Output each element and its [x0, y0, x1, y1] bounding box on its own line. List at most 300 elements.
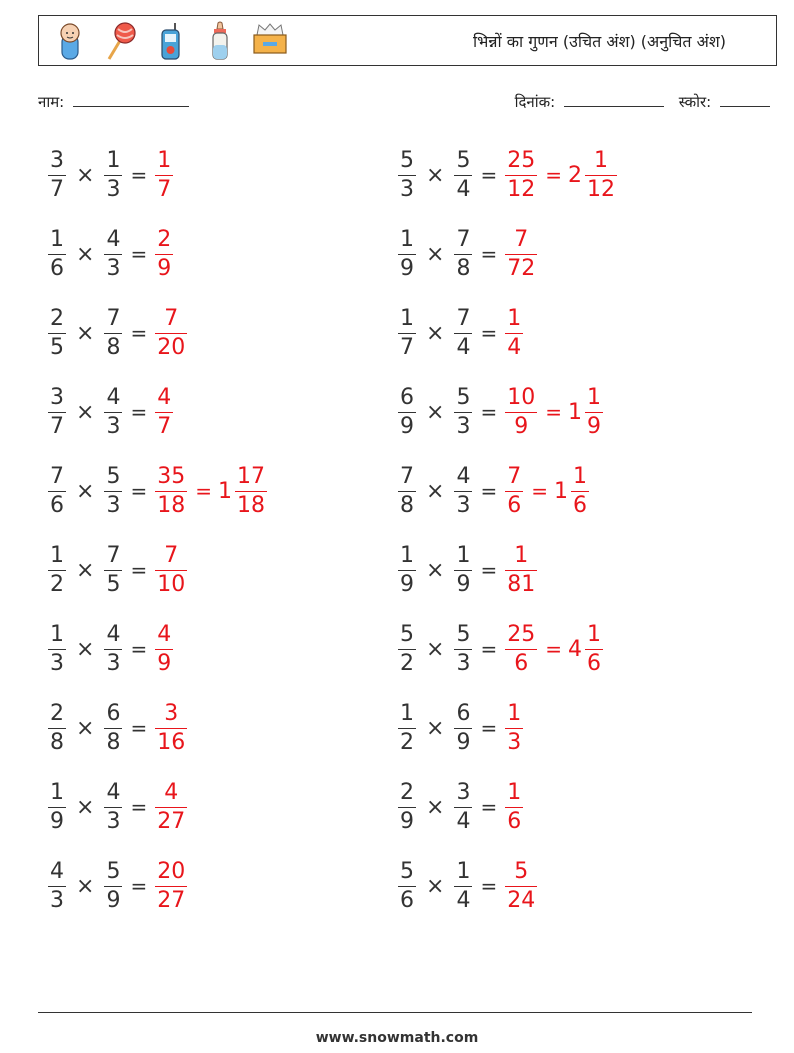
problem-item — [396, 222, 539, 286]
fraction-b — [454, 226, 472, 281]
fraction-b — [454, 621, 472, 676]
equals-sign: = — [130, 558, 148, 582]
name-blank[interactable] — [73, 92, 189, 107]
denominator: 8 — [106, 729, 121, 755]
fraction-b — [454, 463, 472, 518]
numerator: 1 — [400, 542, 414, 568]
equals-sign: = — [130, 321, 148, 345]
numerator: 4 — [456, 463, 471, 489]
answer-fraction — [505, 858, 537, 913]
times-sign: × — [76, 557, 95, 583]
problem-item — [396, 538, 539, 602]
times-sign: × — [426, 478, 445, 504]
denominator: 6 — [507, 492, 522, 518]
fraction-a — [48, 542, 66, 597]
denominator: 10 — [157, 571, 186, 597]
denominator: 9 — [157, 255, 172, 281]
answer-fraction — [505, 147, 537, 202]
numerator: 5 — [106, 858, 121, 884]
numerator: 1 — [507, 305, 522, 331]
equals-sign: = — [480, 795, 498, 819]
answer — [153, 147, 175, 202]
answer — [503, 147, 619, 202]
times-sign: × — [76, 241, 95, 267]
numerator: 1 — [456, 542, 471, 568]
denominator: 7 — [157, 413, 172, 439]
numerator: 7 — [507, 463, 522, 489]
answer-fraction — [505, 384, 537, 439]
fraction-a — [48, 305, 66, 360]
fraction-a — [398, 621, 416, 676]
denominator: 9 — [456, 729, 471, 755]
fraction-a — [398, 147, 416, 202]
mixed-fraction — [585, 147, 617, 202]
denominator: 9 — [400, 571, 414, 597]
times-sign: × — [76, 636, 95, 662]
denominator: 9 — [400, 255, 414, 281]
denominator: 8 — [400, 492, 414, 518]
denominator: 6 — [572, 492, 587, 518]
denominator: 7 — [50, 413, 64, 439]
denominator: 18 — [157, 492, 186, 518]
problem-item — [396, 143, 619, 207]
numerator: 4 — [106, 621, 121, 647]
fraction-a — [398, 384, 416, 439]
numerator: 1 — [400, 226, 414, 252]
fraction-b — [104, 621, 122, 676]
mixed-fraction — [235, 463, 267, 518]
denominator: 8 — [456, 255, 471, 281]
equals-sign: = — [130, 716, 148, 740]
numerator: 3 — [50, 384, 64, 410]
numerator: 1 — [50, 779, 64, 805]
numerator: 4 — [50, 858, 64, 884]
numerator: 2 — [50, 700, 64, 726]
numerator: 5 — [400, 858, 414, 884]
numerator: 6 — [456, 700, 471, 726]
problem-item — [46, 380, 175, 444]
answer-fraction — [155, 858, 187, 913]
denominator: 9 — [505, 412, 537, 438]
fraction-b — [454, 858, 472, 913]
answer-fraction — [505, 226, 537, 281]
fraction-b — [454, 305, 472, 360]
numerator: 6 — [106, 700, 121, 726]
equals-sign: = — [130, 242, 148, 266]
denominator: 3 — [507, 729, 522, 755]
equals-sign: = — [480, 716, 498, 740]
answer — [153, 305, 189, 360]
problem-item — [46, 301, 189, 365]
numerator: 4 — [164, 779, 179, 805]
numerator: 25 — [507, 147, 536, 173]
numerator: 6 — [400, 384, 414, 410]
equals-sign: = — [480, 321, 498, 345]
fraction-a — [48, 621, 66, 676]
numerator: 17 — [236, 463, 265, 489]
fraction-b — [454, 779, 472, 834]
answer — [153, 226, 175, 281]
numerator: 5 — [400, 147, 414, 173]
denominator: 3 — [456, 492, 471, 518]
times-sign: × — [76, 399, 95, 425]
numerator: 7 — [456, 305, 471, 331]
problem-item — [396, 380, 605, 444]
problem-item — [46, 143, 175, 207]
answer-fraction — [505, 700, 523, 755]
problem-item — [46, 459, 269, 523]
fraction-b — [104, 384, 122, 439]
answer — [503, 226, 539, 281]
mixed-fraction — [571, 463, 589, 518]
denominator: 3 — [106, 413, 121, 439]
numerator: 7 — [106, 542, 121, 568]
name-field — [38, 92, 189, 112]
denominator: 27 — [157, 887, 186, 913]
fraction-b — [104, 226, 122, 281]
fraction-a — [398, 305, 416, 360]
equals-sign: = — [130, 400, 148, 424]
fraction-b — [104, 305, 122, 360]
numerator: 3 — [50, 147, 64, 173]
denominator: 18 — [236, 492, 265, 518]
times-sign: × — [426, 320, 445, 346]
date-score-fields — [515, 92, 770, 112]
denominator: 4 — [456, 334, 471, 360]
answer — [503, 305, 525, 360]
numerator: 3 — [164, 700, 179, 726]
times-sign: × — [426, 636, 445, 662]
answer-fraction — [155, 384, 173, 439]
answer — [503, 621, 605, 676]
equals-sign: = — [480, 163, 498, 187]
answer — [153, 384, 175, 439]
answer-fraction — [505, 463, 523, 518]
problem-item — [396, 459, 591, 523]
answer — [153, 621, 175, 676]
answer — [503, 779, 525, 834]
equals-sign: = — [545, 400, 562, 424]
answer-fraction — [155, 305, 187, 360]
footer-url: www.snowmath.com — [315, 1030, 479, 1046]
fraction-a — [398, 700, 416, 755]
answer — [153, 858, 189, 913]
equals-sign: = — [480, 400, 498, 424]
problem-item — [396, 617, 605, 681]
equals-sign: = — [531, 479, 548, 503]
denominator: 3 — [456, 413, 471, 439]
denominator: 9 — [456, 571, 471, 597]
numerator: 4 — [157, 384, 172, 410]
fraction-a — [48, 463, 66, 518]
numerator: 1 — [50, 226, 64, 252]
answer — [503, 700, 525, 755]
fraction-a — [48, 700, 66, 755]
numerator: 35 — [157, 463, 186, 489]
times-sign: × — [426, 873, 445, 899]
fraction-a — [48, 147, 66, 202]
answer — [503, 384, 605, 439]
mixed-whole: 1 — [553, 478, 568, 504]
fraction-a — [48, 779, 66, 834]
times-sign: × — [426, 794, 445, 820]
times-sign: × — [76, 715, 95, 741]
baby-monitor-icon — [149, 21, 191, 61]
denominator: 81 — [507, 571, 536, 597]
denominator: 9 — [400, 413, 414, 439]
name-label: नाम: — [38, 93, 65, 111]
numerator: 1 — [157, 147, 172, 173]
fraction-b — [104, 779, 122, 834]
denominator: 6 — [505, 649, 537, 675]
denominator: 3 — [106, 492, 121, 518]
numerator: 4 — [106, 384, 121, 410]
numerator: 5 — [106, 463, 121, 489]
worksheet-header — [38, 15, 777, 66]
numerator: 1 — [400, 305, 414, 331]
denominator: 6 — [400, 887, 414, 913]
denominator: 3 — [106, 176, 121, 202]
fraction-a — [48, 384, 66, 439]
denominator: 4 — [456, 808, 471, 834]
problem-item — [46, 617, 175, 681]
answer-fraction — [155, 621, 173, 676]
equals-sign: = — [130, 637, 148, 661]
date-blank[interactable] — [564, 92, 664, 107]
answer-fraction — [155, 226, 173, 281]
numerator: 7 — [106, 305, 121, 331]
denominator: 7 — [400, 334, 414, 360]
baby-icon — [49, 21, 91, 61]
mixed-whole: 4 — [567, 636, 582, 662]
numerator: 4 — [157, 621, 172, 647]
denominator: 2 — [400, 650, 414, 676]
times-sign: × — [76, 320, 95, 346]
answer-fraction — [155, 542, 187, 597]
denominator: 27 — [157, 808, 186, 834]
denominator: 8 — [50, 729, 64, 755]
denominator: 6 — [586, 650, 601, 676]
numerator: 4 — [106, 226, 121, 252]
equals-sign: = — [545, 163, 562, 187]
date-label: दिनांक: — [514, 93, 556, 111]
answer-fraction — [505, 621, 537, 676]
fraction-b — [454, 147, 472, 202]
denominator: 24 — [507, 887, 536, 913]
numerator: 25 — [507, 621, 536, 647]
fraction-b — [454, 384, 472, 439]
numerator: 5 — [400, 621, 414, 647]
answer-fraction — [155, 147, 173, 202]
denominator: 3 — [456, 650, 471, 676]
answer-fraction — [505, 779, 523, 834]
times-sign: × — [426, 715, 445, 741]
fraction-b — [104, 858, 122, 913]
footer-divider — [38, 1012, 752, 1013]
equals-sign: = — [130, 874, 148, 898]
fraction-b — [104, 147, 122, 202]
equals-sign: = — [480, 558, 498, 582]
numerator: 1 — [514, 542, 529, 568]
fraction-a — [48, 226, 66, 281]
times-sign: × — [426, 162, 445, 188]
denominator: 8 — [106, 334, 121, 360]
score-blank[interactable] — [720, 92, 770, 107]
equals-sign: = — [130, 795, 148, 819]
times-sign: × — [426, 399, 445, 425]
numerator: 1 — [507, 779, 522, 805]
answer-fraction — [155, 779, 187, 834]
numerator: 7 — [164, 305, 179, 331]
baby-bottle-icon — [199, 21, 241, 61]
numerator: 5 — [456, 621, 471, 647]
numerator: 7 — [400, 463, 414, 489]
problem-item — [46, 538, 189, 602]
problem-item — [46, 222, 175, 286]
mixed-fraction — [585, 621, 603, 676]
equals-sign: = — [195, 479, 212, 503]
fraction-a — [398, 226, 416, 281]
fraction-a — [398, 779, 416, 834]
numerator: 5 — [514, 858, 529, 884]
numerator: 1 — [572, 463, 587, 489]
numerator: 5 — [456, 147, 471, 173]
problem-item — [396, 301, 525, 365]
denominator: 2 — [400, 729, 414, 755]
denominator: 9 — [586, 413, 601, 439]
answer — [153, 779, 189, 834]
denominator: 3 — [106, 808, 121, 834]
fraction-b — [454, 542, 472, 597]
denominator: 3 — [50, 650, 64, 676]
times-sign: × — [426, 557, 445, 583]
denominator: 20 — [157, 334, 186, 360]
numerator: 7 — [164, 542, 179, 568]
times-sign: × — [76, 873, 95, 899]
denominator: 72 — [507, 255, 536, 281]
denominator: 7 — [157, 176, 172, 202]
numerator: 10 — [507, 384, 536, 410]
denominator: 9 — [50, 808, 64, 834]
numerator: 1 — [586, 384, 601, 410]
numerator: 5 — [456, 384, 471, 410]
numerator: 1 — [400, 700, 414, 726]
fraction-a — [398, 858, 416, 913]
times-sign: × — [76, 794, 95, 820]
numerator: 1 — [106, 147, 121, 173]
numerator: 1 — [507, 700, 522, 726]
numerator: 2 — [400, 779, 414, 805]
numerator: 3 — [456, 779, 471, 805]
fraction-a — [398, 542, 416, 597]
denominator: 3 — [106, 650, 121, 676]
denominator: 9 — [400, 808, 414, 834]
numerator: 20 — [157, 858, 186, 884]
numerator: 1 — [456, 858, 471, 884]
problem-item — [46, 696, 189, 760]
answer-fraction — [155, 463, 187, 518]
score-label: स्कोर: — [678, 93, 712, 111]
numerator: 4 — [106, 779, 121, 805]
numerator: 1 — [593, 147, 608, 173]
numerator: 1 — [50, 621, 64, 647]
fraction-a — [398, 463, 416, 518]
times-sign: × — [76, 162, 95, 188]
times-sign: × — [76, 478, 95, 504]
denominator: 7 — [50, 176, 64, 202]
denominator: 12 — [586, 176, 615, 202]
equals-sign: = — [480, 874, 498, 898]
denominator: 4 — [456, 887, 471, 913]
numerator: 2 — [50, 305, 64, 331]
denominator: 12 — [507, 176, 536, 202]
problem-item — [46, 854, 189, 918]
answer-fraction — [505, 305, 523, 360]
denominator: 9 — [106, 887, 121, 913]
fraction-b — [104, 463, 122, 518]
equals-sign: = — [130, 163, 148, 187]
answer — [153, 542, 189, 597]
mixed-fraction — [585, 384, 603, 439]
mixed-whole: 2 — [567, 162, 582, 188]
numerator: 1 — [586, 621, 601, 647]
denominator: 6 — [507, 808, 522, 834]
denominator: 5 — [50, 334, 64, 360]
equals-sign: = — [480, 479, 498, 503]
denominator: 4 — [456, 176, 471, 202]
problem-item — [396, 775, 525, 839]
problem-item — [396, 854, 539, 918]
problem-item — [396, 696, 525, 760]
denominator: 5 — [106, 571, 121, 597]
equals-sign: = — [480, 637, 498, 661]
denominator: 3 — [400, 176, 414, 202]
answer — [503, 542, 539, 597]
answer — [153, 463, 269, 518]
denominator: 4 — [507, 334, 522, 360]
numerator: 7 — [50, 463, 64, 489]
denominator: 6 — [50, 492, 64, 518]
tissue-box-icon — [249, 21, 291, 61]
answer-fraction — [155, 700, 187, 755]
worksheet-title: भिन्नों का गुणन (उचित अंश) (अनुचित अंश) — [473, 32, 726, 51]
denominator: 3 — [50, 887, 64, 913]
equals-sign: = — [130, 479, 148, 503]
denominator: 3 — [106, 255, 121, 281]
fraction-b — [454, 700, 472, 755]
denominator: 6 — [50, 255, 64, 281]
problem-item — [46, 775, 189, 839]
denominator: 9 — [157, 650, 172, 676]
answer — [153, 700, 189, 755]
numerator: 7 — [456, 226, 471, 252]
lollipop-icon — [99, 21, 141, 61]
equals-sign: = — [545, 637, 562, 661]
answer-fraction — [505, 542, 537, 597]
equals-sign: = — [480, 242, 498, 266]
fraction-b — [104, 700, 122, 755]
times-sign: × — [426, 241, 445, 267]
numerator: 7 — [514, 226, 529, 252]
numerator: 2 — [157, 226, 172, 252]
mixed-whole: 1 — [567, 399, 582, 425]
header-icons — [49, 21, 291, 61]
answer — [503, 858, 539, 913]
denominator: 2 — [50, 571, 64, 597]
denominator: 16 — [157, 729, 186, 755]
mixed-whole: 1 — [217, 478, 232, 504]
fraction-b — [104, 542, 122, 597]
